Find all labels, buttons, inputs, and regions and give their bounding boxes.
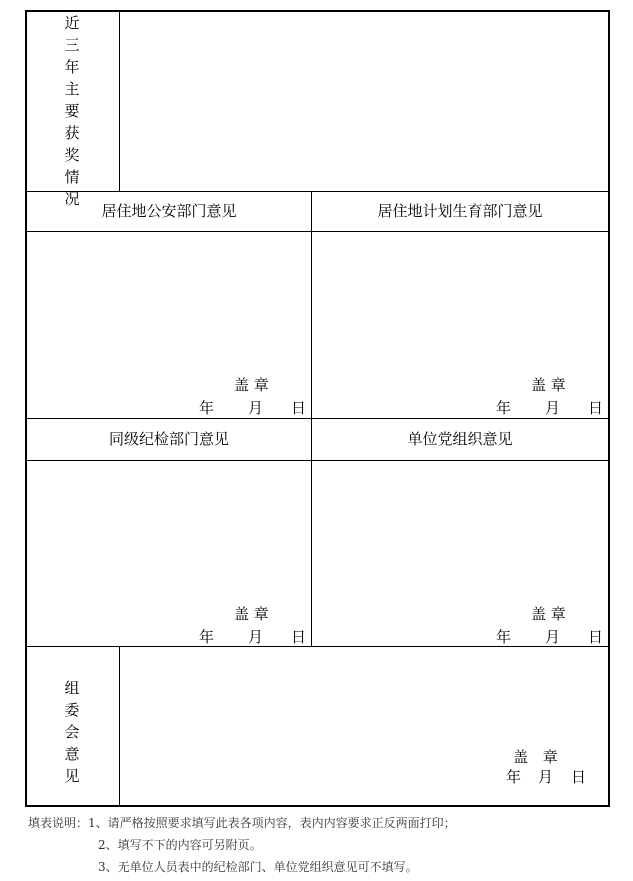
year-label: 年 bbox=[199, 399, 215, 417]
instruction-item: 3、无单位人员表中的纪检部门、单位党组织意见可不填写。 bbox=[98, 860, 418, 874]
divider bbox=[311, 191, 312, 646]
discipline-seal-label: 盖 章 bbox=[234, 605, 269, 623]
fill-instructions bbox=[28, 812, 456, 878]
divider bbox=[119, 646, 120, 807]
police-seal-label: 盖 章 bbox=[234, 376, 269, 394]
year-label: 年 bbox=[496, 628, 512, 646]
month-label: 月 bbox=[248, 399, 264, 417]
day-label: 日 bbox=[571, 768, 587, 786]
month-label: 月 bbox=[538, 768, 554, 786]
org-committee-label: 组委会意见 bbox=[64, 679, 80, 785]
day-label: 日 bbox=[588, 628, 604, 646]
police-opinion-header: 居住地公安部门意见 bbox=[101, 202, 237, 220]
instruction-item: 1、请严格按照要求填写此表各项内容，表内内容要求正反两面打印； bbox=[88, 816, 456, 830]
instruction-row bbox=[28, 856, 456, 878]
party-org-opinion-header: 单位党组织意见 bbox=[407, 430, 513, 448]
year-label: 年 bbox=[496, 399, 512, 417]
day-label: 日 bbox=[291, 628, 307, 646]
divider bbox=[119, 10, 120, 191]
divider bbox=[25, 418, 610, 419]
instruction-item: 2、填写不下的内容可另附页。 bbox=[98, 838, 262, 852]
family-planning-opinion-header: 居住地计划生育部门意见 bbox=[377, 202, 543, 220]
month-label: 月 bbox=[248, 628, 264, 646]
instructions-title: 填表说明： bbox=[28, 816, 89, 830]
month-label: 月 bbox=[545, 628, 561, 646]
divider bbox=[25, 460, 610, 461]
instruction-row bbox=[28, 834, 456, 856]
divider bbox=[25, 646, 610, 647]
day-label: 日 bbox=[588, 399, 604, 417]
awards-label: 近三年主要获奖情况 bbox=[64, 14, 80, 208]
month-label: 月 bbox=[545, 399, 561, 417]
discipline-opinion-header: 同级纪检部门意见 bbox=[108, 430, 229, 448]
instruction-row bbox=[28, 812, 456, 834]
form-table bbox=[25, 10, 610, 807]
family-planning-seal-label: 盖 章 bbox=[531, 376, 566, 394]
year-label: 年 bbox=[199, 628, 215, 646]
org-seal-label: 盖 章 bbox=[513, 748, 558, 766]
divider bbox=[25, 231, 610, 232]
day-label: 日 bbox=[291, 399, 307, 417]
year-label: 年 bbox=[506, 768, 522, 786]
party-org-seal-label: 盖 章 bbox=[531, 605, 566, 623]
divider bbox=[25, 191, 610, 192]
